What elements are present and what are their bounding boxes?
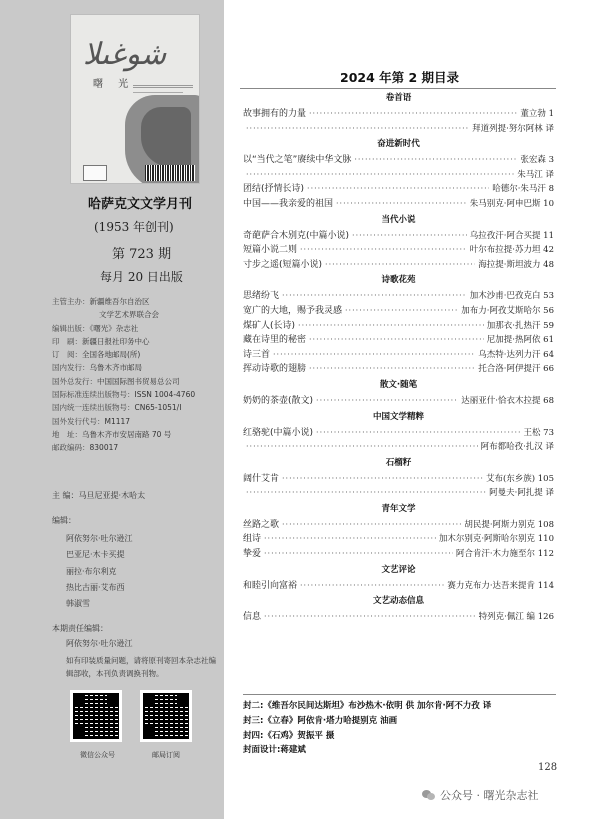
toc-section-heading: 卷首语 (385, 93, 412, 103)
toc-leader-dots (298, 319, 484, 334)
toc-leader-dots (309, 362, 475, 377)
editor-name: 热比古丽·艾布西 (66, 582, 125, 592)
toc-entry[interactable] (243, 243, 554, 258)
page-number: 128 (538, 762, 558, 773)
info-key: 地 址： (52, 429, 82, 439)
toc-entry[interactable] (243, 472, 554, 487)
toc-entry-title: 奶奶的茶壶(散文) (243, 395, 314, 406)
toc-entry-author-page: 艾布(东乡族) 105 (485, 473, 554, 484)
toc-leader-dots (264, 610, 476, 625)
toc-entry-author-page: 托合洛·阿伊提汗 66 (478, 364, 554, 375)
credit-line: 封二:《维吾尔民间达斯坦》布沙热木·依明 供 加尔肯·阿不力孜 译 (243, 701, 492, 711)
toc-leader-dots (246, 440, 478, 455)
toc-entry[interactable] (243, 107, 554, 122)
toc-leader-dots (264, 532, 436, 547)
toc-entry-title: 宽广的大地，赐予我灵感 (243, 305, 343, 316)
toc-entry[interactable] (243, 122, 554, 137)
editors-label: 编辑： (52, 516, 76, 525)
toc-section-heading: 当代小说 (381, 214, 416, 225)
toc-entry-title: 短篇小说二则 (243, 245, 298, 256)
barcode (145, 165, 195, 181)
table-of-contents (243, 90, 554, 625)
toc-entry-author-page: 阿曼夫·阿扎提 译 (489, 488, 554, 499)
toc-entry-author-page: 拜道列提·努尔阿林 译 (472, 123, 554, 134)
editor-name: 阿依努尔·吐尔逊江 (66, 534, 133, 543)
info-row (52, 335, 222, 348)
toc-entry-author-page: 赛力克布力·达吾来提肯 114 (447, 580, 554, 591)
toc-entry-author-page: 尼加提·热阿依 61 (486, 335, 554, 346)
toc-entry[interactable] (243, 518, 554, 533)
toc-leader-dots (309, 333, 484, 348)
toc-entry-title: 信息 (243, 612, 262, 623)
toc-leader-dots (352, 229, 467, 244)
info-row (52, 388, 222, 401)
toc-entry[interactable] (243, 547, 554, 562)
toc-entry[interactable] (243, 168, 554, 183)
qr-label-post: 邮局订阅 (152, 751, 180, 759)
toc-section-heading: 中国文学精粹 (372, 411, 424, 422)
post-subscription-qr-code[interactable] (140, 690, 192, 742)
toc-entry[interactable] (243, 579, 554, 594)
editor-in-chief: 主 编：马旦尼亚提·木哈太 (52, 491, 146, 500)
toc-entry-author-page: 朱马别克·阿申巴斯 10 (469, 198, 554, 209)
toc-title: 2024 年第 2 期目录 (340, 70, 460, 85)
toc-entry[interactable] (243, 532, 554, 547)
editor-name: 韩淑雪 (66, 599, 90, 609)
toc-section-heading: 文艺评论 (381, 564, 416, 575)
toc-entry-author-page: 特列克·佩江 编 126 (478, 612, 554, 623)
toc-entry-author-page: 阿布都哈孜·扎汉 译 (480, 442, 554, 453)
toc-entry-author-page: 乌拉孜汗·阿合买提 11 (469, 230, 554, 241)
toc-leader-dots (282, 289, 467, 304)
masthead-sidebar (0, 0, 224, 819)
info-value: 830017 (89, 443, 119, 453)
toc-entry-author-page: 张宏森 3 (520, 155, 554, 166)
info-key: 国际标准连续出版物号： (52, 390, 135, 400)
wechat-icon (422, 789, 436, 801)
info-row (52, 308, 222, 321)
toc-entry-title: 奇葩萨合木别克(中篇小说) (243, 230, 350, 241)
toc-entry-title: 丝路之歌 (243, 519, 280, 530)
toc-leader-dots (246, 122, 469, 137)
info-row (52, 441, 222, 454)
toc-entry-author-page: 加布力·阿孜艾斯哈尔 56 (461, 305, 554, 316)
cover-logo: شوغىلا (83, 37, 167, 72)
print-quality-notice: 如有印装质量问题，请将原刊寄回本杂志社编辑部收，本刊负责调换刊物。 (66, 656, 216, 678)
info-key: 邮政编码： (52, 443, 90, 453)
toc-entry-title: 和睦引向富裕 (243, 580, 298, 591)
toc-entry-title: 思绪纷飞 (243, 291, 280, 302)
toc-leader-dots (325, 258, 475, 273)
publication-date: 每月 20 日出版 (100, 270, 183, 284)
publication-info (52, 295, 222, 455)
toc-entry[interactable] (243, 153, 554, 168)
divider (240, 88, 556, 89)
toc-entry-author-page: 乌杰特·达列力汗 64 (478, 349, 554, 360)
info-value: 乌鲁木齐市邮局 (89, 363, 142, 373)
magazine-name: 哈萨克文文学月刊 (88, 197, 193, 212)
toc-entry-title: 组诗 (243, 534, 262, 545)
toc-section-heading: 文艺动态信息 (372, 596, 424, 607)
toc-entry-title: 以“当代之笔”赓续中华文脉 (243, 155, 352, 166)
toc-entry-author-page: 加木沙甫·巴孜克白 53 (469, 291, 554, 302)
info-key: 国内发行： (52, 363, 90, 373)
founded-year: (1953 年创刊) (94, 220, 174, 234)
cover-decoration (133, 85, 193, 88)
credit-line: 封四:《石鸡》贺振平 摄 (243, 730, 335, 741)
toc-entry[interactable] (243, 289, 554, 304)
toc-entry-author-page: 海拉提·斯坦波力 48 (478, 259, 554, 270)
info-value: 文学艺术界联合会 (99, 310, 159, 320)
info-row (52, 322, 222, 335)
toc-section-heading: 奋进新时代 (377, 139, 420, 150)
toc-leader-dots (300, 243, 467, 258)
watermark-text: 公众号 · 曙光杂志社 (440, 789, 539, 802)
toc-entry[interactable] (243, 394, 554, 409)
cover-issue-mark (83, 165, 107, 181)
toc-entry-title: 藏在诗里的秘密 (243, 335, 307, 346)
editor-name: 巴亚尼·木卡买提 (66, 550, 125, 560)
toc-leader-dots (307, 182, 489, 197)
toc-entry[interactable] (243, 362, 554, 377)
info-row (52, 361, 222, 374)
cover-decoration (133, 92, 183, 94)
toc-section-heading: 青年文学 (381, 503, 416, 514)
editor-name: 丽拉·布尔利克 (66, 566, 117, 576)
toc-leader-dots (354, 153, 517, 168)
toc-entry-author-page: 哈德尔·朱马汗 8 (492, 184, 554, 195)
toc-entry-author-page: 加那衣·扎热汗 59 (486, 320, 554, 331)
toc-entry-title: 红骆驼(中篇小说) (243, 427, 314, 438)
toc-leader-dots (264, 547, 453, 562)
info-value: 乌鲁木齐市安居南路 70 号 (82, 429, 172, 439)
toc-entry-author-page: 胡民提·阿斯力别克 108 (464, 519, 554, 530)
toc-leader-dots (309, 107, 517, 122)
watermark (422, 787, 539, 803)
toc-section-heading: 散文·随笔 (379, 379, 418, 390)
toc-entry-author-page: 加木尔别克·阿斯哈尔别克 110 (438, 534, 554, 545)
toc-entry-author-page: 阿合肯汗·木力施至尔 112 (455, 549, 554, 560)
cover-thumbnail (70, 14, 200, 184)
wechat-qr-code[interactable] (70, 690, 122, 742)
toc-entry-title: 挚爱 (243, 549, 262, 560)
toc-entry-title: 诗三首 (243, 349, 271, 360)
toc-entry[interactable] (243, 304, 554, 319)
toc-entry-author-page: 董立勃 1 (520, 109, 554, 119)
info-value: 新疆维吾尔自治区 (89, 297, 150, 306)
toc-entry[interactable] (243, 426, 554, 441)
info-row (52, 348, 222, 361)
toc-entry-title: 挥动诗歌的翅膀 (243, 364, 307, 375)
toc-entry[interactable] (243, 258, 554, 273)
toc-leader-dots (316, 426, 520, 441)
toc-leader-dots (246, 486, 486, 501)
info-row (52, 401, 222, 414)
responsible-editor-name: 阿依努尔·吐尔逊江 (66, 639, 133, 648)
info-row (52, 295, 222, 308)
info-value: 《曙光》杂志社 (89, 323, 139, 333)
info-value: ISSN 1004-4760 (134, 390, 196, 400)
info-key: 印 刷： (52, 336, 82, 346)
credit-line: 封面设计:蒋建斌 (243, 745, 306, 756)
info-key: 国内统一连续出版物号： (52, 403, 135, 413)
toc-entry-author-page: 叶尔布拉提·苏力坦 42 (469, 245, 554, 256)
toc-leader-dots (282, 518, 461, 533)
toc-entry[interactable] (243, 486, 554, 501)
issue-number: 第 723 期 (112, 247, 172, 262)
toc-leader-dots (336, 197, 467, 212)
info-value: 中国国际图书贸易总公司 (97, 376, 180, 386)
toc-entry-author-page: 王松 73 (523, 427, 554, 438)
toc-entry-title: 团结(抒情长诗) (243, 184, 305, 195)
qr-label-wechat: 微信公众号 (80, 751, 115, 759)
toc-entry[interactable] (243, 197, 554, 212)
toc-entry[interactable] (243, 319, 554, 334)
toc-leader-dots (282, 472, 483, 487)
cover-title: 曙 光 (93, 79, 135, 90)
toc-leader-dots (300, 579, 444, 594)
info-value: 全国各地邮局(所) (82, 350, 141, 360)
toc-leader-dots (273, 348, 475, 363)
toc-leader-dots (345, 304, 458, 319)
toc-entry-author-page: 达丽亚什·恰衣木拉提 68 (461, 395, 554, 406)
info-key: 国外总发行： (52, 376, 97, 386)
toc-entry-title: 煤矿人(长诗) (243, 320, 296, 331)
info-value: M1117 (104, 416, 131, 426)
info-key: 订 阅： (52, 350, 82, 360)
info-value: CN65-1051/I (134, 403, 182, 413)
info-key: 主管主办： (52, 297, 90, 306)
toc-entry[interactable] (243, 440, 554, 455)
info-key: 国外发行代号： (52, 416, 105, 426)
toc-entry-author-page: 朱马江 译 (517, 169, 554, 180)
credit-line: 封三:《立春》阿依肯·塔力哈提别克 油画 (243, 715, 398, 726)
toc-leader-dots (246, 168, 514, 183)
responsible-editor-label: 本期责任编辑： (52, 624, 108, 633)
toc-section-heading: 诗歌花苑 (381, 275, 416, 286)
info-row (52, 428, 222, 441)
toc-entry[interactable] (243, 182, 554, 197)
toc-entry[interactable] (243, 333, 554, 348)
toc-entry-title: 寸步之遥(短篇小说) (243, 259, 323, 270)
info-row (52, 415, 222, 428)
toc-entry-title: 中国——我亲爱的祖国 (243, 198, 334, 209)
toc-section-heading: 石榴籽 (385, 457, 412, 468)
info-row (52, 375, 222, 388)
toc-entry-title: 故事拥有的力量 (243, 109, 307, 119)
cover-credits (243, 694, 556, 758)
info-value: 新疆日报社印务中心 (82, 336, 150, 346)
toc-entry[interactable] (243, 348, 554, 363)
toc-entry-title: 阔什艾肯 (243, 473, 280, 484)
toc-leader-dots (316, 394, 458, 409)
toc-entry[interactable] (243, 229, 554, 244)
editors-list (66, 531, 133, 612)
info-key: 编辑出版： (52, 323, 90, 333)
toc-entry[interactable] (243, 610, 554, 625)
